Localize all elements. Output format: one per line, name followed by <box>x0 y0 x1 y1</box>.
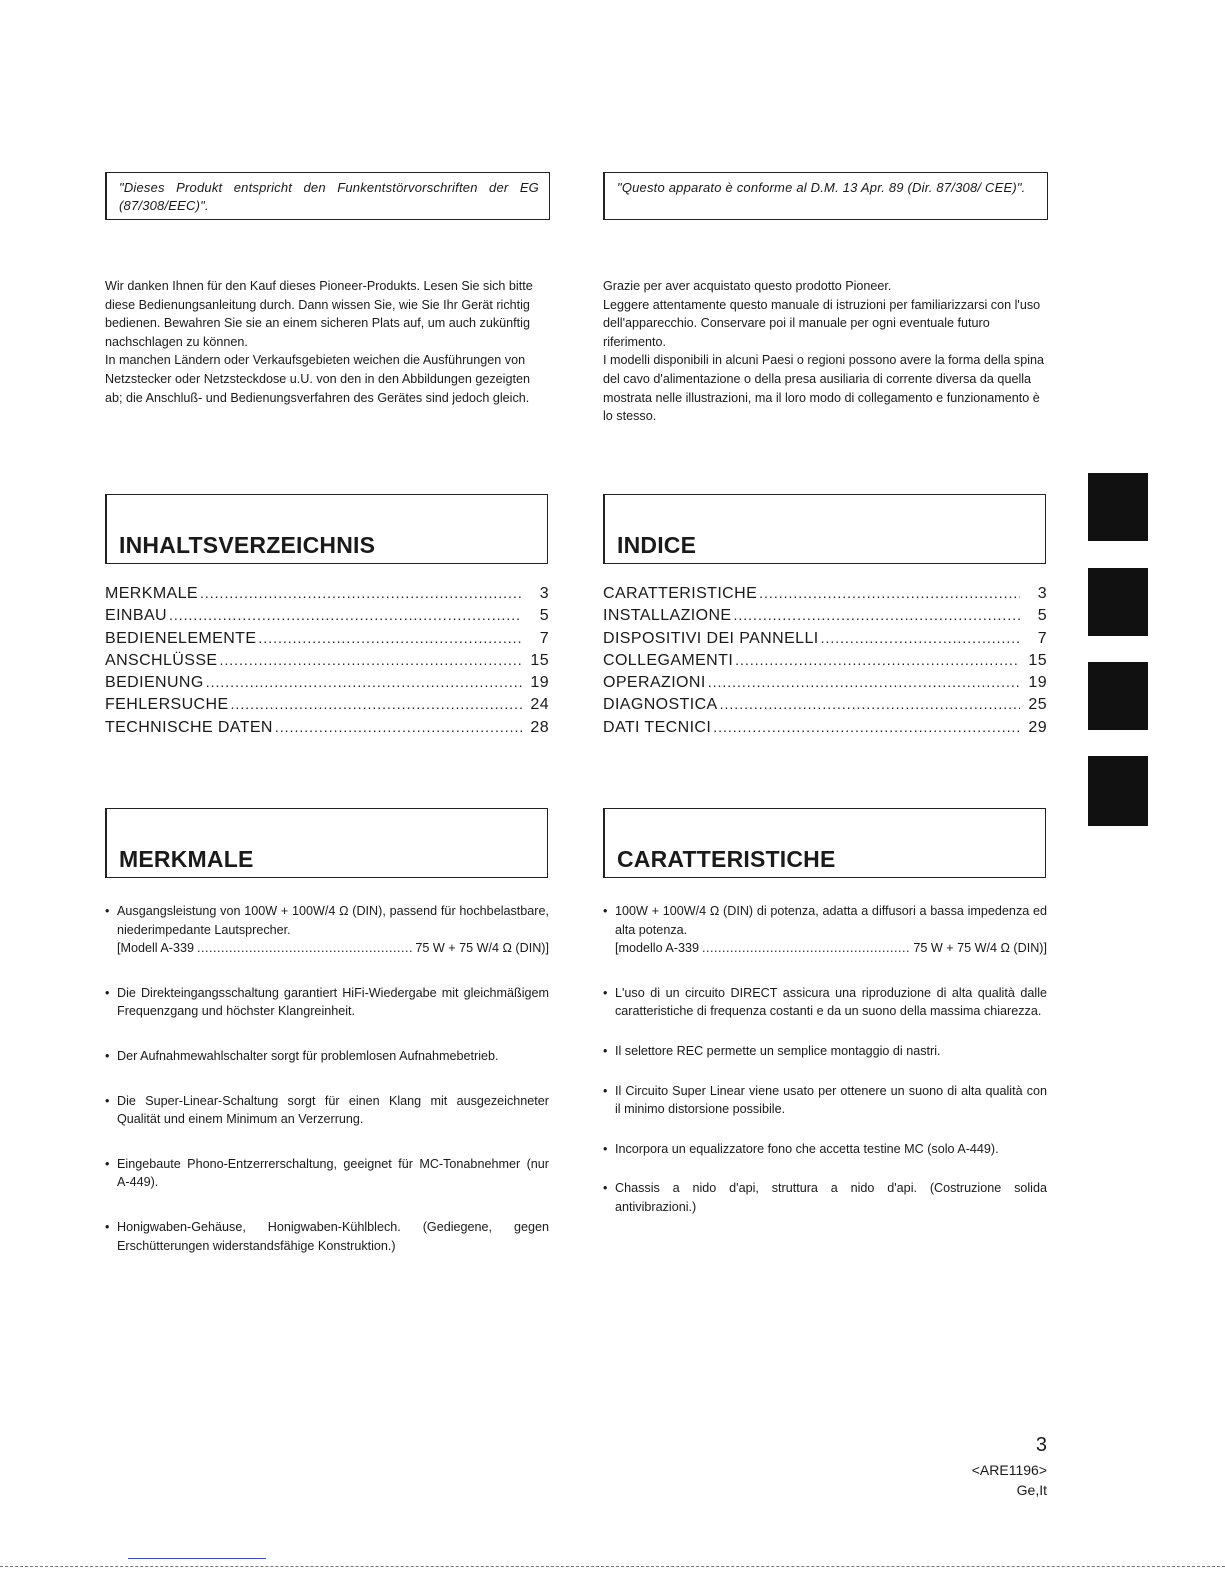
toc-entry[interactable] <box>603 582 1047 604</box>
toc-entry-title: BEDIENELEMENTE <box>105 629 257 647</box>
toc-entry-title: MERKMALE <box>105 585 198 602</box>
toc-entry-page: 19 <box>1028 674 1047 692</box>
toc-entry-page: 19 <box>530 674 549 692</box>
toc-entry-title: EINBAU <box>105 607 167 625</box>
toc-entry-page: 24 <box>530 696 549 714</box>
toc-entry[interactable] <box>603 604 1047 626</box>
feature-item: • Il selettore REC permette un semplice montaggio di nastri. <box>603 1042 1047 1061</box>
toc-entry-page: 7 <box>1037 629 1047 647</box>
language-tab-marker <box>1088 568 1148 636</box>
language-codes: Ge,It <box>1016 1482 1047 1498</box>
it-toc-heading-box <box>603 494 1046 564</box>
it-features-heading-box <box>603 808 1046 878</box>
toc-entry-title: ANSCHLÜSSE <box>105 651 218 669</box>
toc-entry-page: 5 <box>539 607 549 625</box>
toc-entry[interactable] <box>105 671 549 693</box>
it-features-list <box>603 902 1047 1217</box>
toc-entry-title: DIAGNOSTICA <box>603 696 718 714</box>
toc-entry-title: FEHLERSUCHE <box>105 696 229 714</box>
language-tab-marker <box>1088 756 1148 826</box>
feature-item: • Die Super-Linear-Schaltung sorgt für einen Klang mit ausgezeichneter Qualität und einem Minimum an Verzerrung. <box>105 1092 549 1129</box>
feature-model-value: 75 W + 75 W/4 Ω (DIN)] <box>415 941 549 956</box>
toc-leader <box>275 716 522 738</box>
language-tab-marker <box>1088 662 1148 730</box>
toc-entry[interactable] <box>105 604 549 626</box>
feature-item <box>603 902 1047 958</box>
toc-entry[interactable] <box>105 627 549 649</box>
toc-entry-page: 28 <box>530 718 549 736</box>
toc-entry[interactable] <box>105 649 549 671</box>
toc-entry-page: 3 <box>1037 585 1047 602</box>
feature-model-value: 75 W + 75 W/4 Ω (DIN)] <box>913 941 1047 956</box>
it-intro-paragraph: Leggere attentamente questo manuale di istruzioni per familiarizzarsi con l'uso dell'apparecchio. Conservare poi il manuale per ogni eventuale futuro riferimento. <box>603 297 1041 349</box>
it-compliance-notice: "Questo apparato è conforme al D.M. 13 Apr. 89 (Dir. 87/308/ CEE)". <box>603 172 1048 220</box>
toc-entry-page: 5 <box>1037 607 1047 625</box>
toc-entry[interactable] <box>603 693 1047 715</box>
feature-item: • Eingebaute Phono-Entzerrerschaltung, geeignet für MC-Tonabnehmer (nur A-449). <box>105 1155 549 1192</box>
toc-entry-page: 25 <box>1028 696 1047 714</box>
toc-leader <box>734 604 1021 626</box>
toc-entry-page: 29 <box>1028 718 1047 736</box>
toc-entry-title: DATI TECNICI <box>603 718 712 736</box>
it-intro-paragraph: Grazie per aver acquistato questo prodotto Pioneer. <box>603 279 892 293</box>
feature-item: • Incorpora un equalizzatore fono che accetta testine MC (solo A-449). <box>603 1140 1047 1159</box>
toc-leader <box>258 627 522 649</box>
feature-model-spec <box>615 939 1047 958</box>
feature-item: • L'uso di un circuito DIRECT assicura una riproduzione di alta qualità dalle caratteristiche di frequenza costanti e da un suono della massima chiarezza. <box>603 984 1047 1021</box>
toc-leader <box>713 716 1020 738</box>
feature-item: • Il Circuito Super Linear viene usato per ottenere un suono di alta qualità con il minimo distorsione possibile. <box>603 1082 1047 1119</box>
spec-leader <box>702 939 910 958</box>
feature-model: [modello A-339 <box>615 941 700 956</box>
feature-item: • Die Direkteingangsschaltung garantiert HiFi-Wiedergabe mit gleichmäßigem Frequenzgang und höchster Klangreinheit. <box>105 984 549 1021</box>
page-number: 3 <box>1035 1434 1047 1456</box>
toc-entry-page: 7 <box>539 629 549 647</box>
toc-entry-title: COLLEGAMENTI <box>603 651 734 669</box>
toc-entry-title: CARATTERISTICHE <box>603 585 758 602</box>
language-tab-marker <box>1088 473 1148 541</box>
de-features-title: MERKMALE <box>119 846 254 872</box>
viewer-bottom-border <box>0 1566 1225 1567</box>
feature-item <box>105 902 549 958</box>
viewer-selection-underline <box>128 1558 266 1559</box>
toc-entry[interactable] <box>603 649 1047 671</box>
it-toc-list <box>603 582 1047 738</box>
toc-leader <box>200 582 522 604</box>
toc-leader <box>821 627 1020 649</box>
toc-leader <box>231 693 522 715</box>
toc-leader <box>720 693 1020 715</box>
toc-leader <box>169 604 522 626</box>
toc-leader <box>759 582 1020 604</box>
feature-item: • Der Aufnahmewahlschalter sorgt für problemlosen Aufnahmebetrieb. <box>105 1047 549 1066</box>
feature-model-spec <box>117 939 549 958</box>
de-intro-paragraph: Wir danken Ihnen für den Kauf dieses Pioneer-Produkts. Lesen Sie sich bitte diese Bedienungsanleitung durch. Dann wissen Sie, wie Sie Ihr Gerät richtig bedienen. Bewahren Sie sie an einem sicheren Plats auf, um auch zukünftig nachschlagen zu können. <box>105 279 533 349</box>
toc-entry[interactable] <box>603 671 1047 693</box>
feature-text: 100W + 100W/4 Ω (DIN) di potenza, adatta a diffusori a bassa impedenza ed alta potenza. <box>615 904 1047 937</box>
de-toc-title: INHALTSVERZEICHNIS <box>119 532 376 558</box>
toc-entry[interactable] <box>105 582 549 604</box>
it-features-title: CARATTERISTICHE <box>617 846 836 872</box>
spec-leader <box>197 939 412 958</box>
toc-entry[interactable] <box>603 716 1047 738</box>
toc-entry[interactable] <box>603 627 1047 649</box>
feature-item: • Chassis a nido d'api, struttura a nido d'api. (Costruzione solida antivibrazioni.) <box>603 1179 1047 1216</box>
document-code: <ARE1196> <box>971 1462 1047 1478</box>
toc-leader <box>708 671 1020 693</box>
de-intro-paragraph: In manchen Ländern oder Verkaufsgebieten weichen die Ausführungen von Netzstecker oder Netzsteckdose u.U. von den in den Abbildungen gezeigten ab; die Anschluß- und Bedienungsverfahren des Gerätes sind jedoch gleich. <box>105 353 530 405</box>
it-intro <box>603 277 1047 426</box>
it-toc-title: INDICE <box>617 532 697 558</box>
toc-entry-page: 15 <box>1028 651 1047 669</box>
toc-leader <box>219 649 522 671</box>
it-intro-paragraph: I modelli disponibili in alcuni Paesi o regioni possono avere la forma della spina del cavo d'alimentazione o della presa ausiliaria di corrente diversa da quella mostrata nelle illustrazioni, ma il loro modo di collegamento e funzionamento è lo stesso. <box>603 353 1045 424</box>
toc-entry-title: INSTALLAZIONE <box>603 607 732 625</box>
de-toc-heading-box <box>105 494 548 564</box>
toc-entry-title: TECHNISCHE DATEN <box>105 718 273 736</box>
toc-entry-title: OPERAZIONI <box>603 674 706 692</box>
feature-item: • Honigwaben-Gehäuse, Honigwaben-Kühlblech. (Gediegene, gegen Erschütterungen widerstandsfähige Konstruktion.) <box>105 1218 549 1255</box>
toc-entry[interactable] <box>105 716 549 738</box>
toc-leader <box>206 671 522 693</box>
de-features-heading-box <box>105 808 548 878</box>
de-features-list <box>105 902 549 1255</box>
feature-model: [Modell A-339 <box>117 941 195 956</box>
feature-text: Ausgangsleistung von 100W + 100W/4 Ω (DIN), passend für hochbelastbare, niederimpedante Lautsprecher. <box>117 904 549 937</box>
toc-entry-title: BEDIENUNG <box>105 674 204 692</box>
de-toc-list <box>105 582 549 738</box>
de-intro <box>105 277 549 407</box>
toc-entry-page: 3 <box>539 585 549 602</box>
toc-leader <box>735 649 1020 671</box>
de-compliance-notice: "Dieses Produkt entspricht den Funkentstörvorschriften der EG (87/308/EEC)". <box>105 172 550 220</box>
toc-entry-title: DISPOSITIVI DEI PANNELLI <box>603 629 819 647</box>
toc-entry[interactable] <box>105 693 549 715</box>
toc-entry-page: 15 <box>530 651 549 669</box>
